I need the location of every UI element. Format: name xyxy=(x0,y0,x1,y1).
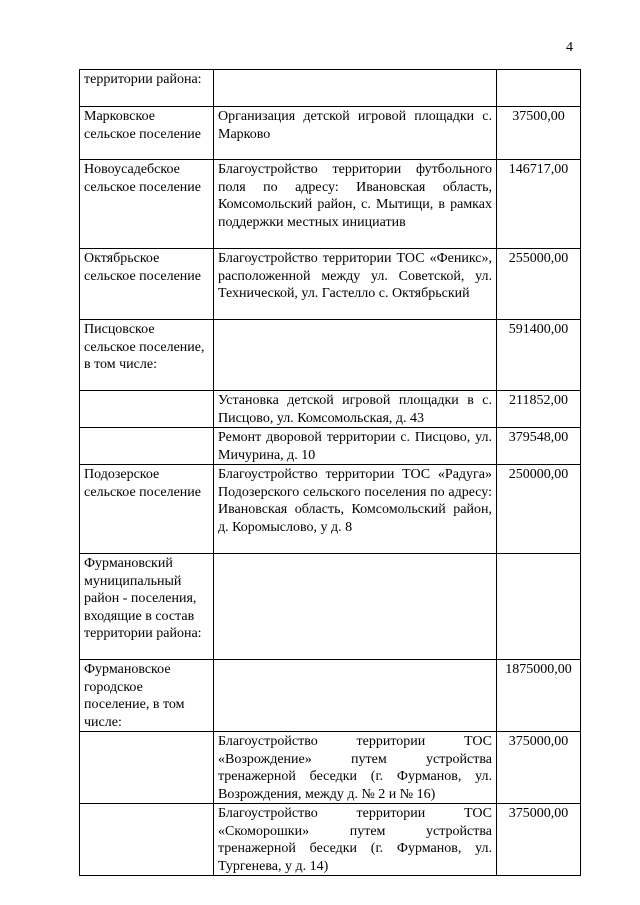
table-row xyxy=(80,554,581,660)
entity-cell xyxy=(80,428,214,465)
entity-cell: Фурмановский муниципальный район - поселения, входящие в состав территории района: xyxy=(80,554,214,660)
entity-cell: Октябрьское сельское поселение xyxy=(80,249,214,320)
table-row xyxy=(80,249,581,320)
amount-cell: 591400,00 xyxy=(497,320,581,391)
description-cell: Организация детской игровой площадки с. Марково xyxy=(214,107,497,160)
table-row xyxy=(80,70,581,107)
entity-cell: Писцовское сельское поселение, в том числе: xyxy=(80,320,214,391)
entity-cell: Подозерское сельское поселение xyxy=(80,465,214,554)
entity-cell: территории района: xyxy=(80,70,214,107)
page-number: 4 xyxy=(566,40,573,55)
description-cell: Установка детской игровой площадки в с. Писцово, ул. Комсомольская, д. 43 xyxy=(214,391,497,428)
entity-cell xyxy=(80,804,214,876)
amount-cell: 146717,00 xyxy=(497,160,581,249)
table-row xyxy=(80,428,581,465)
entity-cell xyxy=(80,391,214,428)
entity-cell: Марковское сельское поселение xyxy=(80,107,214,160)
amount-cell xyxy=(497,554,581,660)
description-cell: Благоустройство территории ТОС «Феникс», расположенной между ул. Советской, ул. Технической, ул. Гастелло с. Октябрьский xyxy=(214,249,497,320)
amount-cell: 211852,00 xyxy=(497,391,581,428)
entity-cell xyxy=(80,732,214,804)
description-cell: Благоустройство территории ТОС «Радуга» Подозерского сельского поселения по адресу: Ивановская область, Комсомольский район, д. Коромыслово, у д. 8 xyxy=(214,465,497,554)
table-row xyxy=(80,465,581,554)
table-row xyxy=(80,660,581,732)
description-cell xyxy=(214,320,497,391)
description-cell: Благоустройство территории ТОС «Скоморошки» путем устройства тренажерной беседки (г. Фурманов, ул. Тургенева, у д. 14) xyxy=(214,804,497,876)
description-cell: Благоустройство территории ТОС «Возрождение» путем устройства тренажерной беседки (г. Фурманов, ул. Возрождения, между д. № 2 и № 16) xyxy=(214,732,497,804)
funding-table xyxy=(79,69,581,876)
description-cell xyxy=(214,70,497,107)
description-cell: Благоустройство территории футбольного поля по адресу: Ивановская область, Комсомольский район, с. Мытищи, в рамках поддержки местных инициатив xyxy=(214,160,497,249)
amount-cell: 37500,00 xyxy=(497,107,581,160)
entity-cell: Новоусадебское сельское поселение xyxy=(80,160,214,249)
table-row xyxy=(80,160,581,249)
entity-cell: Фурмановское городское поселение, в том числе: xyxy=(80,660,214,732)
table-row xyxy=(80,107,581,160)
table-row xyxy=(80,391,581,428)
table-row xyxy=(80,732,581,804)
amount-cell: 375000,00 xyxy=(497,804,581,876)
amount-cell: 375000,00 xyxy=(497,732,581,804)
amount-cell xyxy=(497,70,581,107)
description-cell: Ремонт дворовой территории с. Писцово, ул. Мичурина, д. 10 xyxy=(214,428,497,465)
table-row xyxy=(80,320,581,391)
amount-cell: 250000,00 xyxy=(497,465,581,554)
description-cell xyxy=(214,660,497,732)
table-row xyxy=(80,804,581,876)
description-cell xyxy=(214,554,497,660)
amount-cell: 379548,00 xyxy=(497,428,581,465)
amount-cell: 255000,00 xyxy=(497,249,581,320)
amount-cell: 1875000,00 xyxy=(497,660,581,732)
